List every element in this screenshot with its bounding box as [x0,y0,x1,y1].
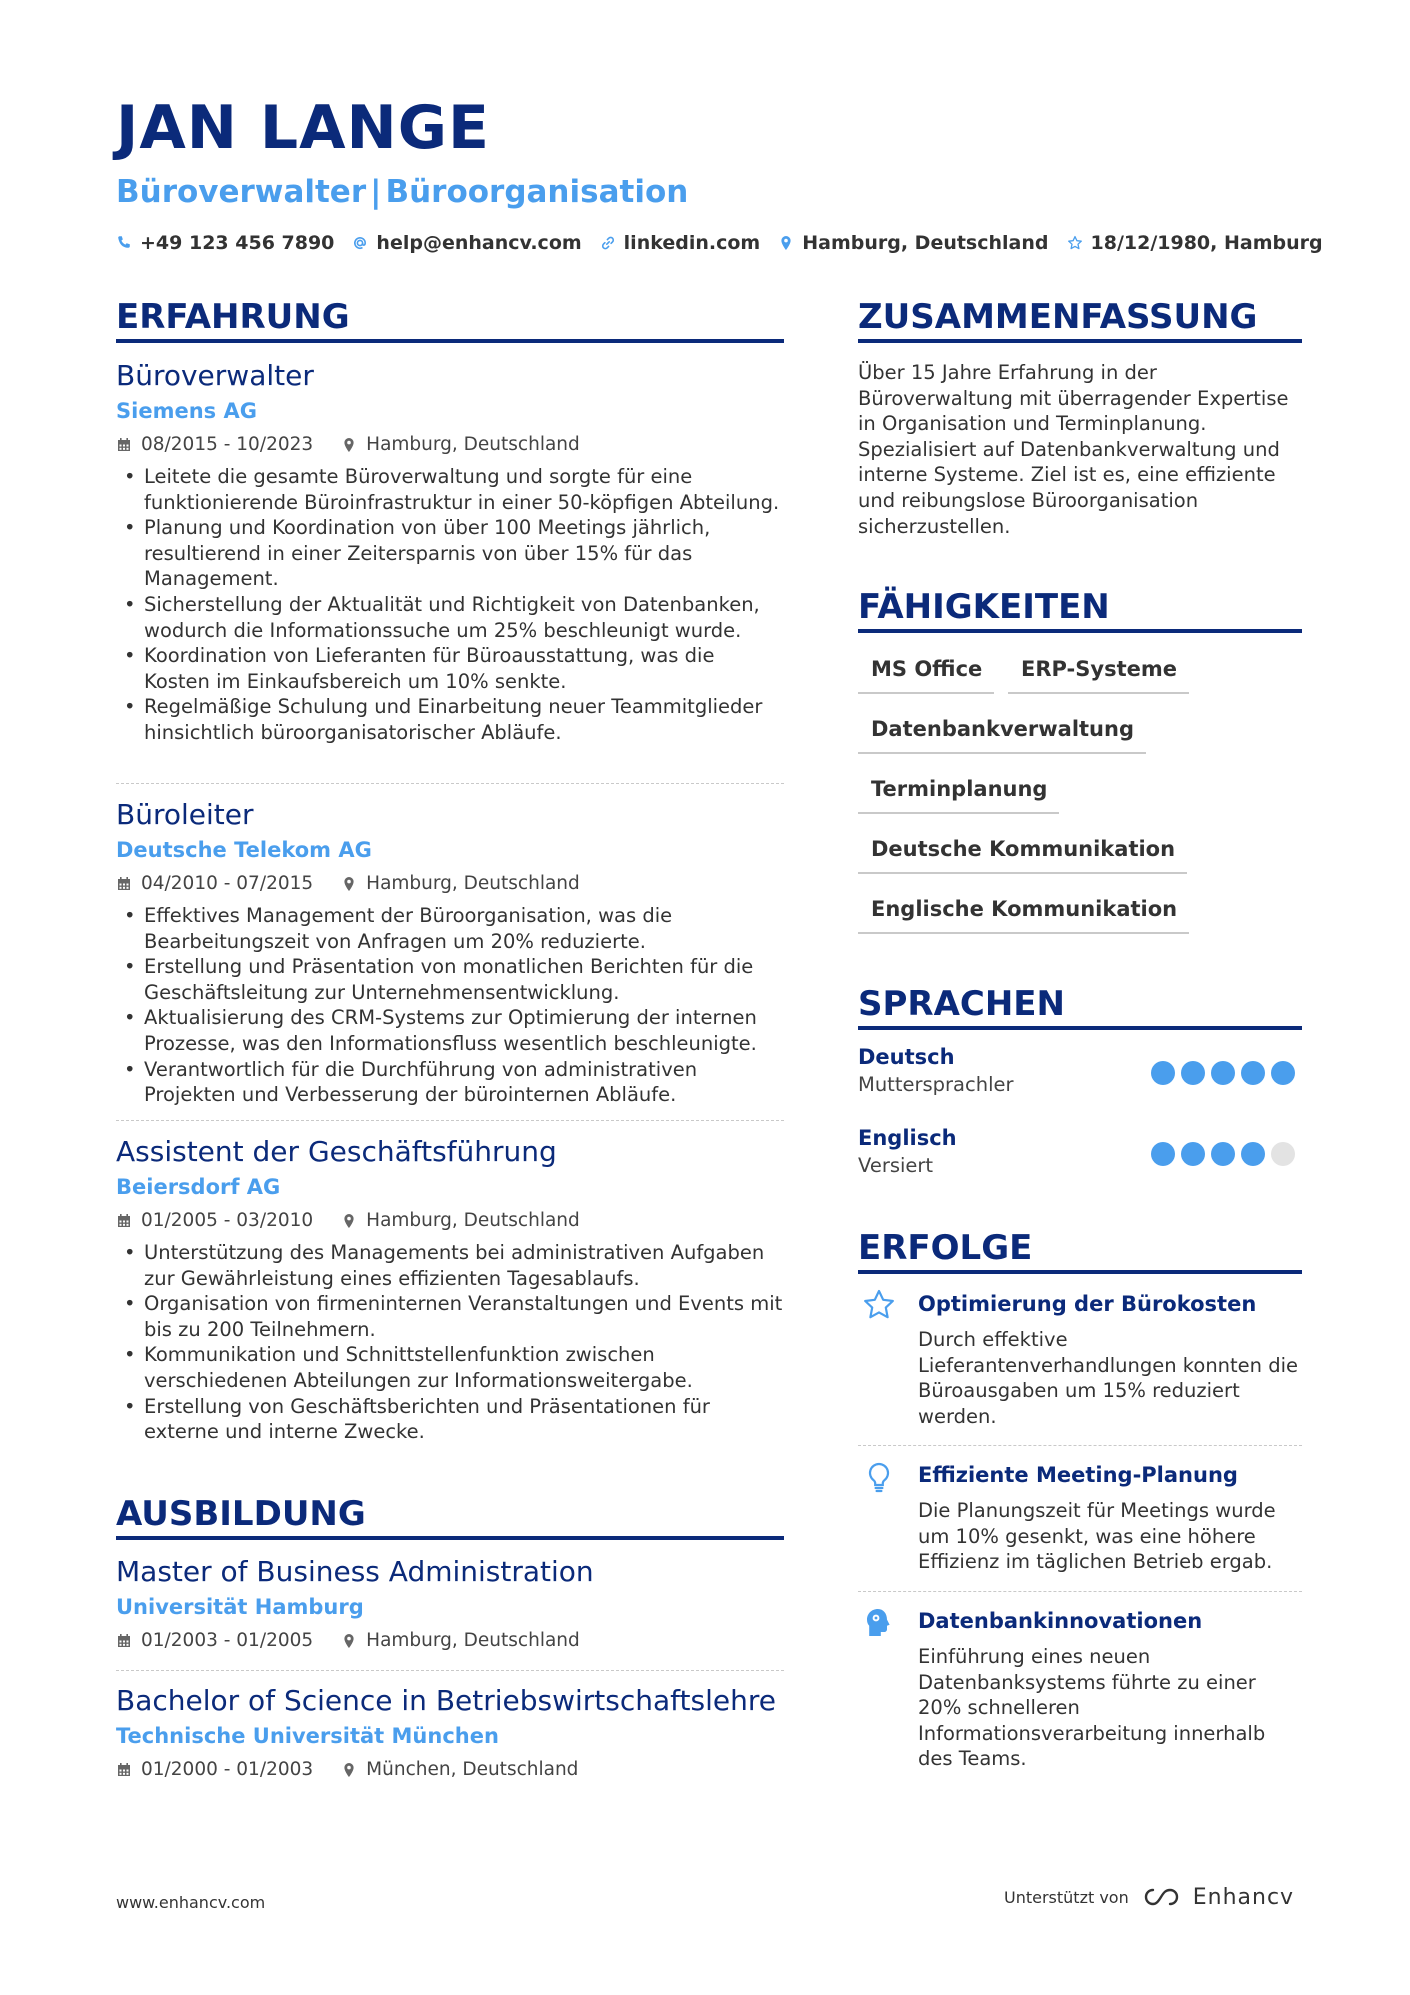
summary-divider [858,339,1302,343]
skill-tag: Deutsche Kommunikation [858,837,1187,874]
list-item: • Sicherstellung der Aktualität und Richtigkeit von Datenbanken, wodurch die Informationssuche um 25% beschleunigt wurde. [116,592,784,643]
contact-location [778,232,1048,254]
edu-dates [116,1630,313,1651]
edu-meta [116,1759,606,1780]
job-location-text: Hamburg, Deutschland [366,873,580,894]
footer-url[interactable]: www.enhancv.com [116,1893,266,1912]
rating-dot-filled [1241,1142,1265,1166]
job-location [341,434,580,455]
location-icon [341,437,357,453]
job-meta [116,434,608,455]
education-divider [116,1536,784,1540]
enhancv-logo[interactable] [1141,1884,1294,1910]
location-icon [341,1762,357,1778]
edu-divider [116,1670,784,1671]
languages-divider [858,1026,1302,1030]
job-meta [116,873,608,894]
edu-location [341,1759,578,1780]
contact-bar [116,229,1341,257]
language-name: Deutsch [858,1045,955,1069]
achievement-title: Optimierung der Bürokosten [918,1292,1257,1316]
job-dates-text: 08/2015 - 10/2023 [141,434,314,455]
contact-email[interactable] [352,232,581,254]
rating-dot-filled [1181,1142,1205,1166]
title-separator: | [370,174,382,210]
footer-branding [1004,1884,1294,1910]
brand-name: Enhancv [1192,1884,1295,1910]
edu-degree: Master of Business Administration [116,1555,594,1588]
job-company: Beiersdorf AG [116,1175,281,1199]
star-outline-icon [862,1288,896,1322]
list-item: • Leitete die gesamte Büroverwaltung und sorgte für eine funktionierende Büroinfrastruktur in einer 50-köpfigen Abteilung. [116,464,784,515]
language-level: Muttersprachler [858,1073,1014,1096]
rating-dot-filled [1211,1061,1235,1085]
language-name: Englisch [858,1126,957,1150]
achievement-title: Effiziente Meeting-Planung [918,1463,1238,1487]
edu-meta [116,1630,608,1651]
enhancv-logo-mark-icon [1141,1884,1185,1910]
list-item: • Organisation von firmeninternen Veranstaltungen und Events mit bis zu 200 Teilnehmern. [116,1291,784,1342]
skill-tag: Datenbankverwaltung [858,717,1146,754]
job-dates [116,873,313,894]
summary-text: Über 15 Jahre Erfahrung in der Büroverwaltung mit überragender Expertise in Organisation und Terminplanung. Spezialisiert auf Datenbankverwaltung und interne Systeme. Ziel ist es, eine effiziente und reibungslose Büroorganisation sicherzustellen. [858,361,1289,538]
summary-heading: ZUSAMMENFASSUNG [858,297,1258,337]
edu-location [341,1630,580,1651]
experience-divider [116,339,784,343]
contact-birth [1067,232,1323,254]
job-location-text: Hamburg, Deutschland [366,1210,580,1231]
rating-dot-filled [1151,1142,1175,1166]
list-item: • Aktualisierung des CRM-Systems zur Optimierung der internen Prozesse, was den Informationsfluss wesentlich beschleunigte. [116,1005,784,1056]
location-icon [341,1633,357,1649]
at-icon [352,235,368,251]
job-bullets [116,464,784,746]
head-brain-icon [862,1606,896,1640]
job-location-text: Hamburg, Deutschland [366,434,580,455]
calendar-icon [116,1633,132,1649]
title-field: Büroorganisation [385,174,689,210]
list-item: • Regelmäßige Schulung und Einarbeitung neuer Teammitglieder hinsichtlich büroorganisatorischer Abläufe. [116,694,784,745]
achievement-desc: Die Planungszeit für Meetings wurde um 10% gesenkt, was eine höhere Effizienz im täglichen Betrieb ergab. [918,1499,1276,1574]
skills-divider [858,629,1302,633]
job-title: Büroverwalter [116,359,314,392]
achievement-desc: Einführung eines neuen Datenbanksystems führte zu einer 20% schnelleren Informationsverarbeitung innerhalb des Teams. [918,1645,1266,1771]
skill-tag: Terminplanung [858,777,1059,814]
language-level: Versiert [858,1154,934,1177]
job-location [341,1210,580,1231]
rating-dot-empty [1271,1142,1295,1166]
location-icon [341,876,357,892]
rating-dot-filled [1211,1142,1235,1166]
achievement-divider [858,1591,1302,1592]
rating-dot-filled [1181,1061,1205,1085]
link-icon [600,235,616,251]
contact-linkedin-text: linkedin.com [623,232,761,254]
achievements-divider [858,1270,1302,1274]
job-divider [116,1120,784,1121]
powered-by-text: Unterstützt von [1004,1887,1129,1907]
job-divider [116,783,784,784]
candidate-name: JAN LANGE [116,93,490,163]
contact-email-text: help@enhancv.com [376,232,582,254]
contact-phone-text: +49 123 456 7890 [140,232,335,254]
contact-phone[interactable] [116,232,334,254]
edu-degree: Bachelor of Science in Betriebswirtschaftslehre [116,1684,776,1717]
job-bullets [116,903,784,1108]
experience-heading: ERFAHRUNG [116,297,350,337]
skill-tag: Englische Kommunikation [858,897,1189,934]
list-item: • Erstellung von Geschäftsberichten und Präsentationen für externe und interne Zwecke. [116,1394,784,1445]
list-item: • Effektives Management der Büroorganisation, was die Bearbeitungszeit von Anfragen um 20% reduzierte. [116,903,784,954]
calendar-icon [116,437,132,453]
list-item: • Planung und Koordination von über 100 Meetings jährlich, resultierend in einer Zeitersparnis von über 15% für das Management. [116,515,784,592]
achievement-desc: Durch effektive Lieferantenverhandlungen konnten die Büroausgaben um 15% reduziert werden. [918,1328,1299,1428]
achievement-title: Datenbankinnovationen [918,1609,1203,1633]
lightbulb-icon [862,1460,896,1494]
rating-dot-filled [1241,1061,1265,1085]
job-title: Büroleiter [116,798,254,831]
list-item: • Kommunikation und Schnittstellenfunktion zwischen verschiedenen Abteilungen zur Informationsweitergabe. [116,1342,784,1393]
rating-dot-filled [1271,1061,1295,1085]
job-dates [116,1210,313,1231]
languages-heading: SPRACHEN [858,984,1065,1024]
title-role: Büroverwalter [116,174,367,210]
job-title: Assistent der Geschäftsführung [116,1135,557,1168]
job-bullets [116,1240,784,1445]
achievement-divider [858,1445,1302,1446]
rating-dot-filled [1151,1061,1175,1085]
contact-location-text: Hamburg, Deutschland [802,232,1049,254]
edu-school: Universität Hamburg [116,1595,364,1619]
star-icon [1067,235,1083,251]
edu-dates-text: 01/2000 - 01/2003 [141,1759,314,1780]
calendar-icon [116,1762,132,1778]
location-icon [778,235,794,251]
contact-linkedin[interactable] [600,232,761,254]
job-dates-text: 04/2010 - 07/2015 [141,873,314,894]
list-item: • Erstellung und Präsentation von monatlichen Berichten für die Geschäftsleitung zur Unternehmensentwicklung. [116,954,784,1005]
contact-birth-text: 18/12/1980, Hamburg [1090,232,1323,254]
language-rating [1151,1061,1301,1085]
job-company: Deutsche Telekom AG [116,838,372,862]
list-item: • Koordination von Lieferanten für Büroausstattung, was die Kosten im Einkaufsbereich um 10% senkte. [116,643,784,694]
phone-icon [116,235,132,251]
achievements-heading: ERFOLGE [858,1228,1033,1268]
language-rating [1151,1142,1301,1166]
job-location [341,873,580,894]
edu-dates [116,1759,313,1780]
candidate-title [116,174,688,211]
job-meta [116,1210,608,1231]
skill-tag: ERP-Systeme [1008,657,1189,694]
list-item: • Unterstützung des Managements bei administrativen Aufgaben zur Gewährleistung eines effizienten Tagesablaufs. [116,1240,784,1291]
education-heading: AUSBILDUNG [116,1494,366,1534]
location-icon [341,1213,357,1229]
edu-dates-text: 01/2003 - 01/2005 [141,1630,314,1651]
calendar-icon [116,1213,132,1229]
job-dates [116,434,313,455]
skills-heading: FÄHIGKEITEN [858,587,1110,627]
edu-location-text: München, Deutschland [366,1759,579,1780]
list-item: • Verantwortlich für die Durchführung von administrativen Projekten und Verbesserung der bürointernen Abläufe. [116,1057,784,1108]
edu-school: Technische Universität München [116,1724,499,1748]
edu-location-text: Hamburg, Deutschland [366,1630,580,1651]
calendar-icon [116,876,132,892]
job-dates-text: 01/2005 - 03/2010 [141,1210,314,1231]
skill-tag: MS Office [858,657,994,694]
job-company: Siemens AG [116,399,257,423]
